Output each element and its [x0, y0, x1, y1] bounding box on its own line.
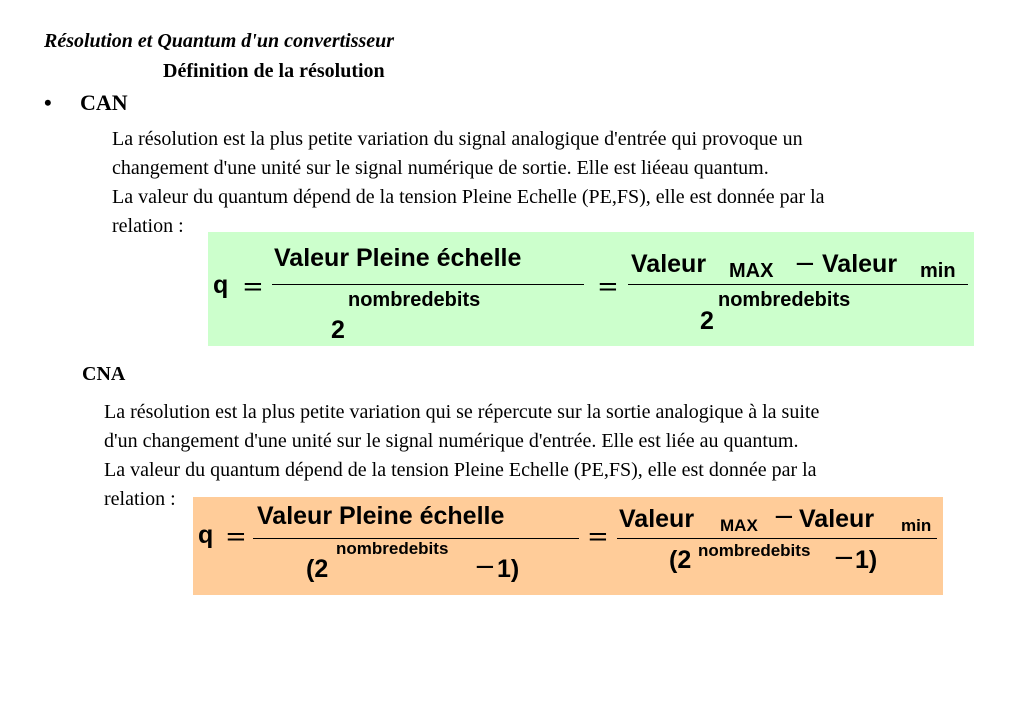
can-heading: CAN: [80, 90, 128, 115]
formula-exponent: nombredebits: [718, 289, 851, 311]
can-paragraph-line: relation :: [112, 215, 184, 237]
bullet-marker: •: [44, 90, 52, 115]
formula-minus-sign: −: [794, 249, 816, 279]
can-paragraph-line: La valeur du quantum dépend de la tension Pleine Echelle (PE,FS), elle est donnée par la: [112, 186, 825, 208]
formula-equals-sign: =: [587, 522, 609, 552]
formula-subscript-min: min: [920, 260, 956, 282]
formula-equals-sign: =: [225, 522, 247, 552]
formula-exponent: nombredebits: [336, 539, 449, 558]
formula-lhs-q: q: [198, 521, 214, 549]
formula-denominator-base: 2: [700, 307, 714, 335]
formula-denominator-open: (2: [306, 555, 329, 583]
formula-numerator: Valeur Pleine échelle: [257, 502, 505, 530]
formula-subscript-max: MAX: [720, 516, 758, 535]
formula-lhs-q: q: [213, 271, 229, 299]
fraction-bar: [272, 284, 584, 285]
formula-subscript-min: min: [901, 516, 932, 535]
can-paragraph-line: changement d'une unité sur le signal numérique de sortie. Elle est liéeau quantum.: [112, 157, 769, 179]
formula-denominator-open: (2: [669, 546, 692, 574]
cna-paragraph-line: d'un changement d'une unité sur le signal numérique d'entrée. Elle est liée au quantum.: [104, 430, 799, 452]
page-title: Résolution et Quantum d'un convertisseur: [44, 30, 395, 52]
formula-denominator-base: 2: [331, 316, 345, 344]
formula-equals-sign: =: [242, 272, 264, 302]
section-subtitle: Définition de la résolution: [163, 60, 385, 82]
formula-denominator-close: 1): [855, 546, 878, 574]
cna-paragraph-line: La résolution est la plus petite variation qui se répercute sur la sortie analogique à la suite: [104, 401, 820, 423]
formula-numerator: Valeur Pleine échelle: [274, 244, 522, 272]
cna-heading: CNA: [82, 363, 126, 385]
formula-minus-sign: −: [773, 502, 795, 532]
formula-numerator-max: Valeur: [631, 250, 707, 278]
formula-exponent: nombredebits: [348, 289, 481, 311]
formula-denominator-close: 1): [497, 555, 520, 583]
cna-formula-box: [193, 497, 943, 595]
fraction-bar: [617, 538, 937, 539]
formula-numerator-min: Valeur: [822, 250, 898, 278]
can-formula-box: [208, 232, 974, 346]
cna-paragraph-line: relation :: [104, 488, 176, 510]
can-paragraph: [112, 125, 825, 241]
formula-minus-sign: −: [474, 552, 496, 582]
formula-numerator-max: Valeur: [619, 505, 695, 533]
formula-subscript-max: MAX: [729, 260, 774, 282]
can-paragraph-line: La résolution est la plus petite variation du signal analogique d'entrée qui provoque un: [112, 128, 803, 150]
fraction-bar: [628, 284, 968, 285]
formula-numerator-min: Valeur: [799, 505, 875, 533]
formula-exponent: nombredebits: [698, 541, 811, 560]
formula-minus-sign: −: [833, 543, 855, 573]
cna-paragraph-line: La valeur du quantum dépend de la tension Pleine Echelle (PE,FS), elle est donnée par la: [104, 459, 817, 481]
formula-equals-sign: =: [597, 272, 619, 302]
